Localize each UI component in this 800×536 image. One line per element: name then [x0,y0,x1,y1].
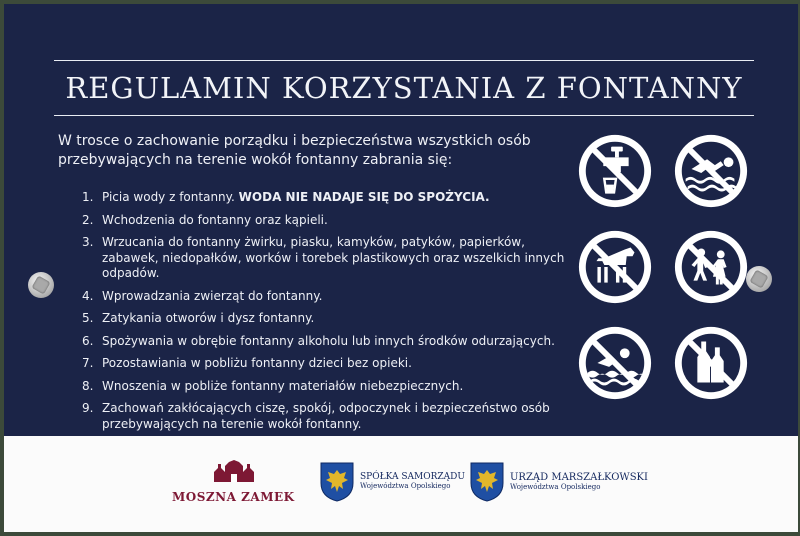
no-dogs-icon [576,228,654,306]
prohibition-icons [576,132,766,412]
no-drinking-icon [576,132,654,210]
rule-text: Spożywania w obrębie fontanny alkoholu lub innych środków odurzających. [102,333,555,348]
rules-list [82,190,572,439]
opole-shield-1 [320,462,354,502]
mounting-bolt [28,272,54,298]
rule-item [82,401,572,432]
intro-line-2: przebywających na terenie wokół fontanny zabrania się: [58,152,453,168]
spolka-samorzadu-name: SPÓŁKA SAMORZĄDU [360,472,465,482]
rule-item [82,311,572,327]
rule-warning: WODA NIE NADAJE SIĘ DO SPOŻYCIA. [238,190,490,204]
rule-item [82,334,572,350]
rule-item [82,213,572,229]
opole-shield-2 [470,462,504,502]
rule-text: Zachowań zakłócających ciszę, spokój, odpoczynek i bezpieczeństwo osób przebywających na terenie wokół fontanny. [102,401,550,431]
spolka-samorzadu-sub: Województwa Opolskiego [360,482,451,490]
moszna-zamek-text: MOSZNA ZAMEK [172,490,295,504]
footer-logos [4,436,798,532]
sign-title: REGULAMIN KORZYSTANIA Z FONTANNY [65,71,743,105]
rule-number: 4. [82,288,94,303]
rule-number: 9. [82,401,94,415]
rule-text: Picia wody z fontanny. [102,190,239,204]
intro-text [58,132,578,170]
fountain-rules-sign [4,4,798,532]
urzad-marszalkowski-text [510,472,648,491]
rule-text: Pozostawiania w pobliżu fontanny dzieci bez opieki. [102,356,412,370]
rule-number: 1. [82,190,94,204]
title-frame [54,60,754,116]
eagle-shield-icon [320,462,354,502]
rule-text: Wrzucania do fontanny żwirku, piasku, kamyków, patyków, papierków, zabawek, niedopałków, worków i torebek plastikowych oraz wszelkich innych odpadów. [102,235,565,280]
rule-number: 7. [82,356,94,370]
no-bathing-icon [672,132,750,210]
rule-number: 3. [82,235,94,249]
rule-item [82,235,572,282]
rule-number: 8. [82,378,94,393]
no-unattended-children-icon [672,228,750,306]
rule-number: 2. [82,212,94,227]
rule-text: Wchodzenia do fontanny oraz kąpieli. [102,212,328,227]
castle-icon [212,460,256,484]
intro-line-1: W trosce o zachowanie porządku i bezpieczeństwa wszystkich osób [58,133,531,149]
rule-item [82,356,572,372]
mounting-bolt [746,266,772,292]
urzad-marszalkowski-sub: Województwa Opolskiego [510,483,601,491]
rule-text: Wnoszenia w pobliże fontanny materiałów niebezpiecznych. [102,378,464,393]
no-alcohol-icon [672,324,750,402]
rule-item [82,289,572,305]
rule-number: 5. [82,311,94,325]
rule-item [82,190,572,206]
rule-text: Wprowadzania zwierząt do fontanny. [102,288,323,303]
rule-item [82,379,572,395]
no-swimming-icon [576,324,654,402]
rule-number: 6. [82,333,94,348]
spolka-samorzadu-text [360,472,465,490]
urzad-marszalkowski-name: URZĄD MARSZAŁKOWSKI [510,472,648,483]
moszna-zamek-logo [172,460,296,510]
rule-text: Zatykania otworów i dysz fontanny. [102,311,315,325]
eagle-shield-icon [470,462,504,502]
